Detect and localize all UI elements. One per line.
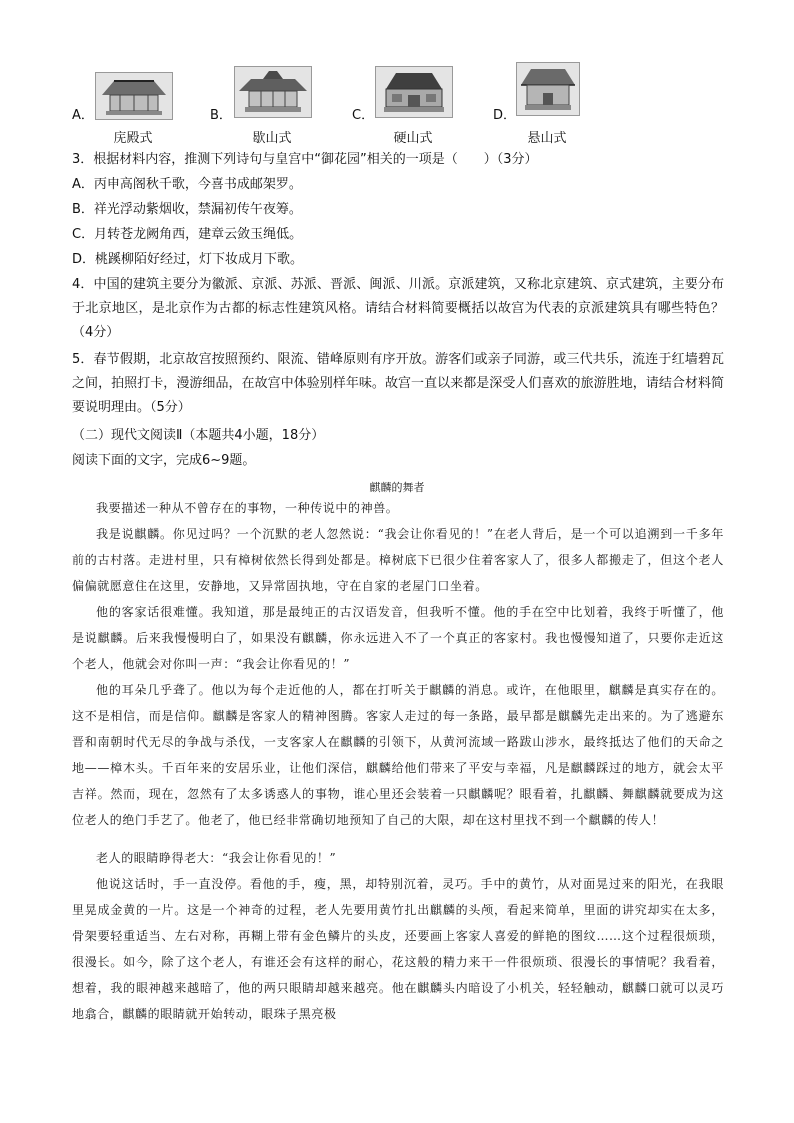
option-d-letter: D． xyxy=(493,108,517,123)
story-paragraph-5: 老人的眼睛睁得老大：“我会让你看见的！” xyxy=(96,851,337,865)
option-a-letter: A． xyxy=(72,108,94,123)
question-3-option-b: B．祥光浮动紫烟收，禁漏初传午夜筹。 xyxy=(72,202,302,217)
option-a-caption: 庑殿式 xyxy=(113,131,153,146)
question-3-option-c: C．月转苍龙阙角西，建章云敛玉绳低。 xyxy=(72,227,303,242)
story-title: 麒麟的舞者 xyxy=(369,481,425,494)
question-4: 4．中国的建筑主要分为徽派、京派、苏派、晋派、闽派、川派。京派建筑，又称北京建筑、京式建筑，主要分布于北京地区，是北京作为古都的标志性建筑风格。请结合材料简要概括以故宫为代表的京派建筑具有哪些特色？（4分） xyxy=(72,277,724,340)
option-d-caption: 悬山式 xyxy=(527,131,567,146)
section-instruction: 阅读下面的文字，完成6~9题。 xyxy=(72,453,256,468)
section-heading: （二）现代文阅读Ⅱ（本题共4小题，18分） xyxy=(72,428,325,443)
hip-roof-building-icon xyxy=(95,72,173,120)
option-c-letter: C． xyxy=(352,108,375,123)
option-c-caption: 硬山式 xyxy=(393,131,433,146)
hip-gable-roof-building-icon xyxy=(234,66,312,118)
overhanging-gable-roof-building-icon xyxy=(516,62,580,116)
question-3-option-a: A．丙申高阁秋千歌，今喜书成邮架罗。 xyxy=(72,177,302,192)
story-paragraph-4: 他的耳朵几乎聋了。他以为每个走近他的人，都在打听关于麒麟的消息。或许，在他眼里，麒麟是真实存在的。这不是相信，而是信仰。麒麟是客家人的精神图腾。客家人走过的每一条路，最早都是麒麟先走出来的。为了逃避东晋和南朝时代无尽的争战与杀伐，一支客家人在麒麟的引领下，从黄河流域一路跋山涉水，最终抵达了他们的天命之地——樟木头。千百年来的安居乐业，让他们深信，麒麟给他们带来了平安与幸福，凡是麒麟踩过的地方，就会太平吉祥。然而，现在，忽然有了太多诱惑人的事物，谁心里还会装着一只麒麟呢？眼看着，扎麒麟、舞麒麟就要成为这位老人的绝门手艺了。他老了，他已经非常确切地预知了自己的大限，却在这村里找不到一个麒麟的传人！ xyxy=(72,683,724,827)
question-5: 5．春节假期，北京故宫按照预约、限流、错峰原则有序开放。游客们或亲子同游，或三代共乐，流连于红墙碧瓦之间，拍照打卡，漫游细品，在故宫中体验别样年味。故宫一直以来都是深受人们喜欢的旅游胜地，请结合材料简要说明理由。（5分） xyxy=(72,352,724,415)
story-paragraph-3: 他的客家话很难懂。我知道，那是最纯正的古汉语发音，但我听不懂。他的手在空中比划着，我终于听懂了，他是说麒麟。后来我慢慢明白了，如果没有麒麟，你永远进入不了一个真正的客家村。我也慢慢知道了，只要你走近这个老人，他就会对你叫一声：“我会让你看见的！” xyxy=(72,605,724,671)
option-b-caption: 歇山式 xyxy=(252,131,292,146)
flush-gable-roof-building-icon xyxy=(375,66,453,118)
option-b-letter: B． xyxy=(210,108,232,123)
question-3-option-d: D．桃蹊柳陌好经过，灯下妆成月下歌。 xyxy=(72,252,304,267)
story-paragraph-1: 我要描述一种从不曾存在的事物，一种传说中的神兽。 xyxy=(96,501,399,515)
story-paragraph-6: 他说这话时，手一直没停。看他的手，瘦，黑，却特别沉着，灵巧。手中的黄竹，从对面晃过来的阳光，在我眼里晃成金黄的一片。这是一个神奇的过程，老人先要用黄竹扎出麒麟的头颅，看起来简单，里面的讲究却实在太多，骨架要轻重适当、左右对称，再糊上带有金色鳞片的头皮，还要画上客家人喜爱的鲜艳的图纹……这个过程很烦琐，很漫长。如今，除了这个老人，有谁还会有这样的耐心，花这般的精力来干一件很烦琐、很漫长的事情呢？我看着，想着，我的眼神越来越暗了，他的两只眼睛却越来越亮。他在麒麟头内暗设了小机关，轻轻触动，麒麟口就可以灵巧地翕合，麒麟的眼睛就开始转动，眼珠子黑亮极 xyxy=(72,877,724,1021)
story-paragraph-2: 我是说麒麟。你见过吗？一个沉默的老人忽然说：“我会让你看见的！”在老人背后，是一个可以追溯到一千多年前的古村落。走进村里，只有樟树依然长得到处都是。樟树底下已很少住着客家人了，很多人都搬走了，但这个老人偏偏就愿意住在这里，安静地，又异常固执地，守在自家的老屋门口坐着。 xyxy=(72,527,724,593)
question-3-stem: 3．根据材料内容，推测下列诗句与皇宫中“御花园”相关的一项是（ ）（3分） xyxy=(72,152,538,167)
